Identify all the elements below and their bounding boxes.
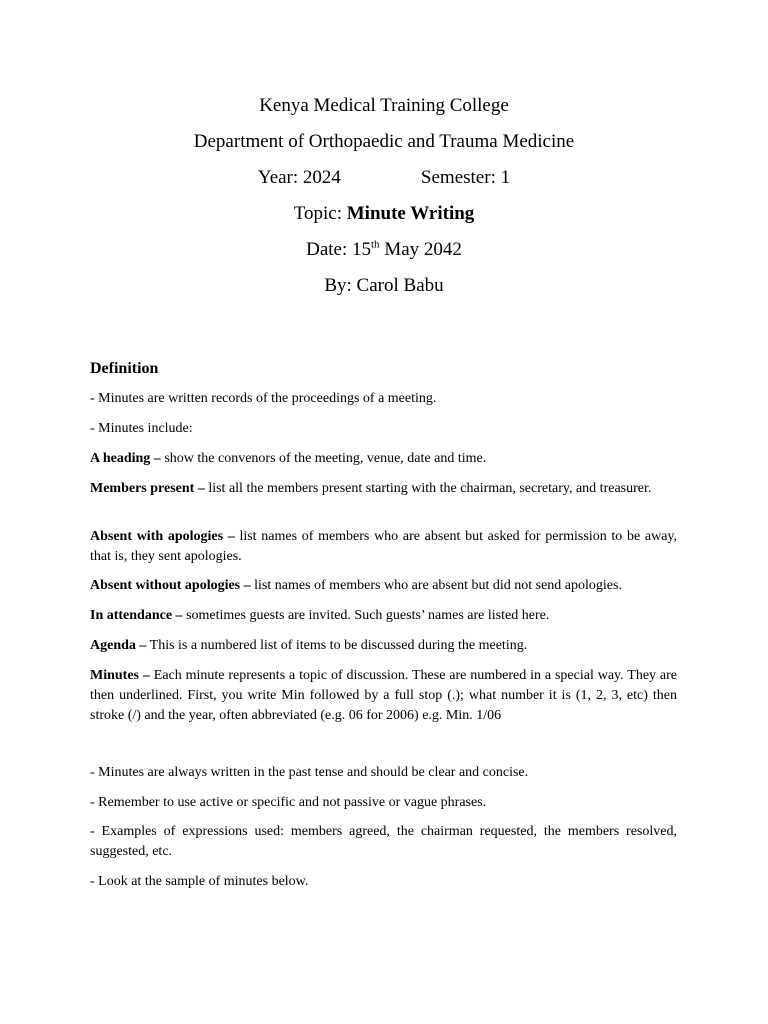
date-superscript: th: [371, 238, 380, 251]
definition-paragraph-2: - Minutes include:: [90, 421, 193, 436]
semester-text: Semester: 1: [420, 167, 511, 188]
item-term: Absent without apologies –: [90, 578, 251, 593]
item-term: A heading –: [90, 451, 161, 466]
item-term: In attendance –: [90, 608, 183, 623]
definition-heading: Definition: [90, 360, 159, 377]
date-line: [0, 238, 768, 262]
topic-value: Minute Writing: [346, 203, 475, 224]
note-past-tense: - Minutes are always written in the past tense and should be clear and concise.: [90, 765, 529, 780]
note-examples: - Examples of expressions used: members agreed, the chairman requested, the members resolved, suggested, etc.: [90, 824, 677, 859]
definition-paragraph-1: - Minutes are written records of the proceedings of a meeting.: [90, 391, 437, 406]
date-rest: May 2042: [379, 239, 462, 260]
author-line: By: Carol Babu: [324, 275, 444, 296]
item-in-attendance: [90, 606, 677, 626]
year-text: Year: 2024: [257, 167, 341, 188]
item-term: Members present –: [90, 481, 205, 496]
item-absent-with-apologies: [90, 527, 677, 567]
item-text: list all the members present starting with the chairman, secretary, and treasurer.: [204, 481, 652, 496]
item-term: Absent with apologies –: [90, 529, 235, 544]
item-heading: [90, 449, 677, 469]
department-name: Department of Orthopaedic and Trauma Medicine: [193, 131, 575, 152]
item-text: Each minute represents a topic of discussion. These are numbered in a special way. They are then underlined. First, you write Min followed by a full stop (.); what number it is (1, 2, 3, etc) then stroke (/) and the year, often abbreviated (e.g. 06 for 2006) e.g. Min. 1/06: [90, 668, 678, 723]
item-text: list names of members who are absent but asked for permission to be away, that is, they sent apologies.: [90, 529, 678, 564]
year-semester-line: [0, 166, 768, 190]
item-term: Agenda –: [90, 638, 147, 653]
item-text: show the convenors of the meeting, venue, date and time.: [160, 451, 487, 466]
item-minutes: [90, 666, 677, 726]
item-term: Minutes –: [90, 668, 150, 683]
topic-label: Topic:: [293, 203, 347, 224]
college-name: Kenya Medical Training College: [259, 95, 509, 116]
topic-line: [0, 202, 768, 226]
item-members-present: [90, 479, 677, 499]
item-absent-without-apologies: [90, 576, 677, 596]
note-sample: - Look at the sample of minutes below.: [90, 874, 309, 889]
item-text: sometimes guests are invited. Such guests’ names are listed here.: [182, 608, 550, 623]
note-active-phrases: - Remember to use active or specific and not passive or vague phrases.: [90, 795, 487, 810]
date-label: Date: 15: [306, 239, 371, 260]
item-text: list names of members who are absent but did not send apologies.: [250, 578, 622, 593]
item-agenda: [90, 636, 677, 656]
item-text: This is a numbered list of items to be discussed during the meeting.: [146, 638, 528, 653]
